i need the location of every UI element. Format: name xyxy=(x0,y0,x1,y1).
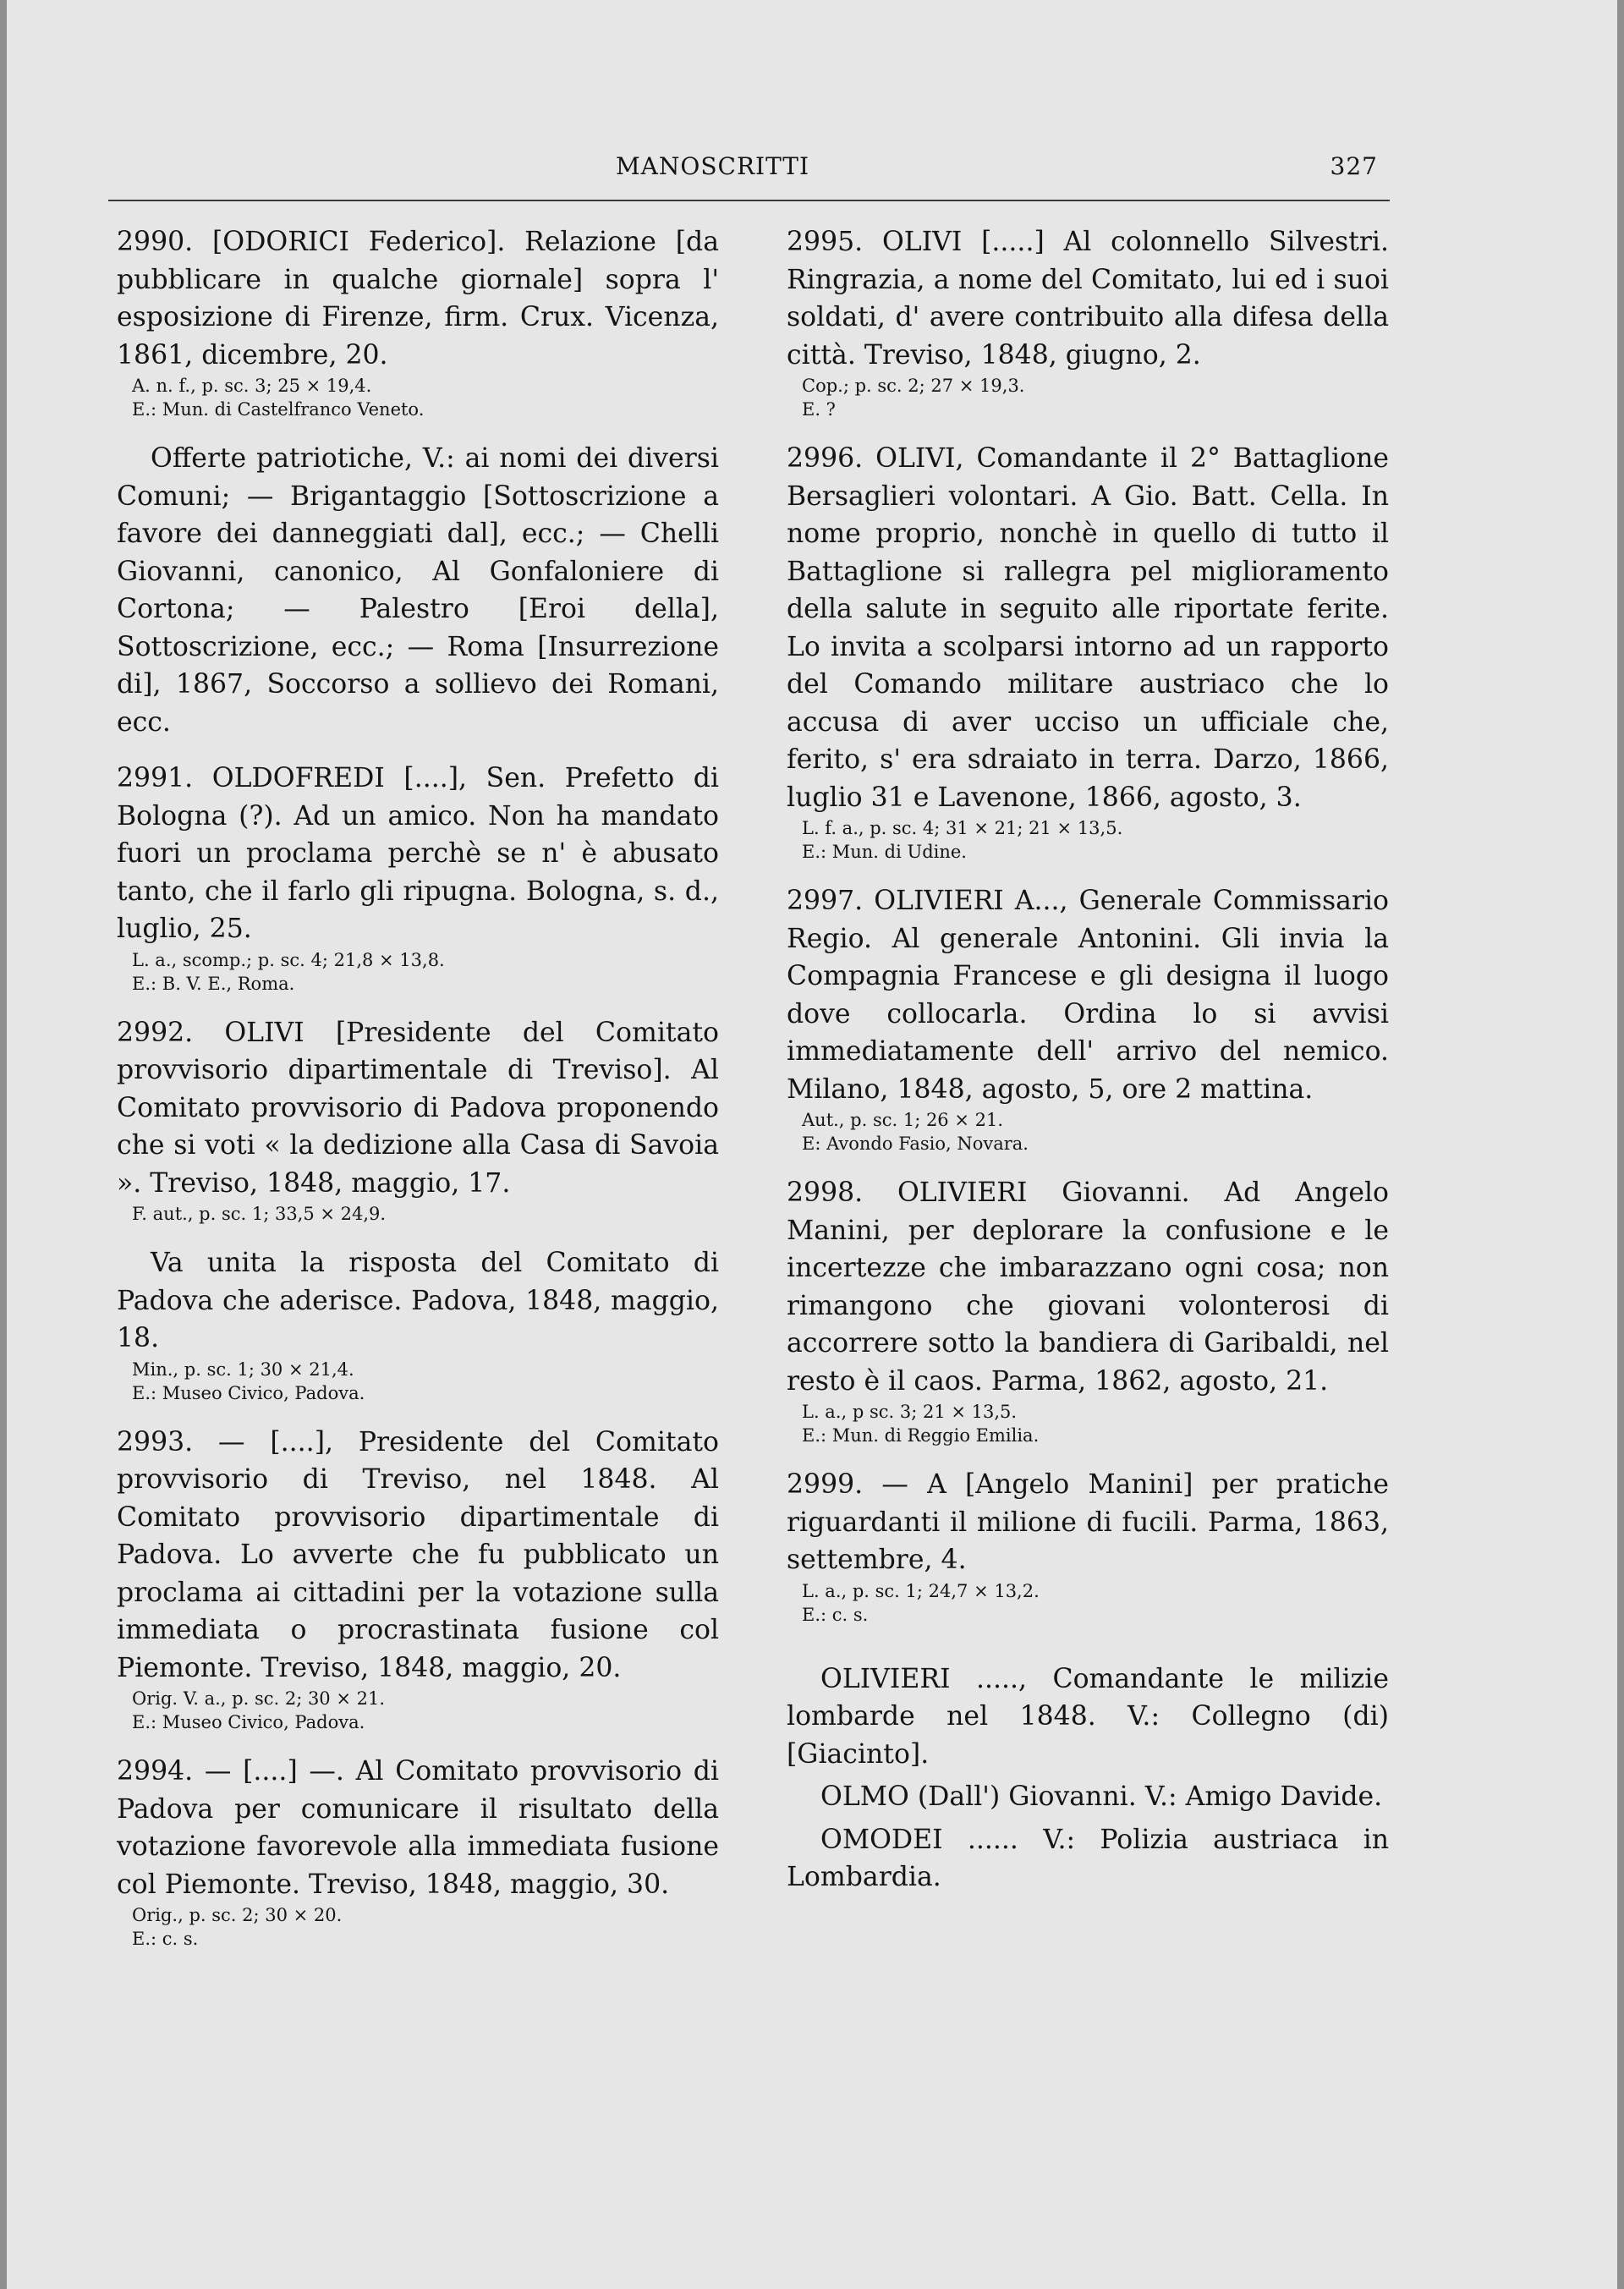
catalog-entry-2992-reply xyxy=(117,1244,719,1405)
entry-ref: E.: Mun. di Udine. xyxy=(802,842,967,862)
catalog-entry-2999 xyxy=(787,1466,1389,1627)
entry-ref: E.: c. s. xyxy=(802,1604,869,1625)
entry-text: 2998. OLIVIERI Giovanni. Ad Angelo Manini, per deplorare la confusione e le incertezze che imbarazzano ogni cosa; non rimangono che giovani volonterosi di accorrere sotto la bandiera di Garibaldi, nel resto è il caos. Parma, 1862, agosto, 21. xyxy=(787,1177,1389,1397)
catalog-entry-2991 xyxy=(117,760,719,996)
entry-text: 2990. [ODORICI Federico]. Relazione [da pubblicare in qualche giornale] sopra l' esposizione di Firenze, firm. Crux. Vicenza, 1861, dicembre, 20. xyxy=(117,227,719,371)
entry-ref: Min., p. sc. 1; 30 × 21,4. xyxy=(132,1359,354,1380)
entry-ref: F. aut., p. sc. 1; 33,5 × 24,9. xyxy=(132,1204,387,1224)
entry-text: OLIVIERI ....., Comandante le milizie lombarde nel 1848. V.: Collegno (di) [Giacinto]. xyxy=(787,1663,1389,1770)
entry-text: Offerte patriotiche, V.: ai nomi dei diversi Comuni; — Brigantaggio [Sottoscrizione a favore dei danneggiati dal], ecc.; — Chelli Giovanni, canonico, Al Gonfaloniere di Cortona; — Palestro [Eroi della], Sottoscrizione, ecc.; — Roma [Insurrezione di], 1867, Soccorso a sollievo dei Romani, ecc. xyxy=(117,443,719,738)
entry-ref: E: Avondo Fasio, Novara. xyxy=(802,1134,1029,1154)
entry-ref: L. a., scomp.; p. sc. 4; 21,8 × 13,8. xyxy=(132,949,445,970)
catalog-entry-2998 xyxy=(787,1174,1389,1447)
entry-text: 2993. — [....], Presidente del Comitato provvisorio di Treviso, nel 1848. Al Comitato provvisorio dipartimentale di Padova. Lo avverte che fu pubblicato un proclama ai cittadini per la votazione sulla immediata o procrastinata fusione col Piemonte. Treviso, 1848, maggio, 20. xyxy=(117,1426,719,1683)
catalog-entry-2996 xyxy=(787,440,1389,864)
entry-ref: Cop.; p. sc. 2; 27 × 19,3. xyxy=(802,376,1025,396)
catalog-entry-2995 xyxy=(787,223,1389,421)
entry-ref: Aut., p. sc. 1; 26 × 21. xyxy=(802,1110,1004,1130)
cross-reference-omodei xyxy=(787,1821,1389,1897)
entry-text: 2997. OLIVIERI A..., Generale Commissario Regio. Al generale Antonini. Gli invia la Compagnia Francese e gli designa il luogo dove collocarla. Ordina lo si avvisi immediatamente dell' arrivo del nemico. Milano, 1848, agosto, 5, ore 2 mattina. xyxy=(787,886,1389,1105)
entry-ref: L. a., p sc. 3; 21 × 13,5. xyxy=(802,1402,1018,1422)
entry-text: Va unita la risposta del Comitato di Padova che aderisce. Padova, 1848, maggio, 18. xyxy=(117,1248,719,1353)
entry-text: 2996. OLIVI, Comandante il 2° Battaglione Bersaglieri volontari. A Gio. Batt. Cella. In nome proprio, nonchè in quello di tutto il Battaglione si rallegra pel miglioramento della salute in seguito alle riportate ferite. Lo invita a scolparsi intorno ad un rapporto del Comando militare austriaco che lo accusa di aver ucciso un ufficiale che, ferito, s' era sdraiato in terra. Darzo, 1866, luglio 31 e Lavenone, 1866, agosto, 3. xyxy=(787,443,1389,813)
cross-reference-offerte xyxy=(117,440,719,741)
entry-text: 2999. — A [Angelo Manini] per pratiche riguardanti il milione di fucili. Parma, 1863, settembre, 4. xyxy=(787,1469,1389,1575)
right-column xyxy=(787,223,1389,1902)
entry-ref: E. ? xyxy=(802,399,836,420)
entry-ref: Orig., p. sc. 2; 30 × 20. xyxy=(132,1905,343,1925)
entry-text: 2994. — [....] —. Al Comitato provvisorio di Padova per comunicare il risultato della votazione favorevole alla immediata fusione col Piemonte. Treviso, 1848, maggio, 30. xyxy=(117,1756,719,1900)
entry-ref: A. n. f., p. sc. 3; 25 × 19,4. xyxy=(132,376,372,396)
entry-ref: L. f. a., p. sc. 4; 31 × 21; 21 × 13,5. xyxy=(802,818,1123,838)
page-number: 327 xyxy=(1330,152,1378,180)
catalog-entry-2997 xyxy=(787,882,1389,1155)
entry-ref: Orig. V. a., p. sc. 2; 30 × 21. xyxy=(132,1688,386,1709)
entry-ref: E.: Mun. di Reggio Emilia. xyxy=(802,1425,1040,1446)
entry-ref: E.: B. V. E., Roma. xyxy=(132,973,295,994)
catalog-entry-2994 xyxy=(117,1753,719,1951)
catalog-entry-2992 xyxy=(117,1014,719,1227)
document-page xyxy=(7,0,1617,2289)
spacer xyxy=(787,1645,1389,1660)
entry-ref: L. a., p. sc. 1; 24,7 × 13,2. xyxy=(802,1580,1040,1601)
left-column xyxy=(117,223,719,1969)
entry-ref: E.: Mun. di Castelfranco Veneto. xyxy=(132,399,425,420)
catalog-entry-2993 xyxy=(117,1424,719,1735)
entry-ref: E.: c. s. xyxy=(132,1929,199,1949)
cross-reference-olmo xyxy=(787,1778,1389,1816)
entry-ref: E.: Museo Civico, Padova. xyxy=(132,1382,365,1403)
entry-text: 2991. OLDOFREDI [....], Sen. Prefetto di Bologna (?). Ad un amico. Non ha mandato fuori un proclama perchè se n' è abusato tanto, che il farlo gli ripugna. Bologna, s. d., luglio, 25. xyxy=(117,763,719,944)
entry-text: OMODEI ...... V.: Polizia austriaca in Lombardia. xyxy=(787,1824,1389,1892)
entry-text: 2995. OLIVI [.....] Al colonnello Silvestri. Ringrazia, a nome del Comitato, lui ed i suoi soldati, d' avere contribuito alla difesa della città. Treviso, 1848, giugno, 2. xyxy=(787,227,1389,371)
entry-text: 2992. OLIVI [Presidente del Comitato provvisorio dipartimentale di Treviso]. Al Comitato provvisorio di Padova proponendo che si voti « la dedizione alla Casa di Savoia ». Treviso, 1848, maggio, 17. xyxy=(117,1017,719,1199)
entry-text: OLMO (Dall') Giovanni. V.: Amigo Davide. xyxy=(820,1781,1383,1812)
cross-reference-olivieri xyxy=(787,1660,1389,1774)
catalog-entry-2990 xyxy=(117,223,719,421)
running-head xyxy=(7,152,1617,186)
running-title: MANOSCRITTI xyxy=(616,152,810,180)
header-rule xyxy=(108,200,1390,201)
entry-ref: E.: Museo Civico, Padova. xyxy=(132,1712,365,1732)
